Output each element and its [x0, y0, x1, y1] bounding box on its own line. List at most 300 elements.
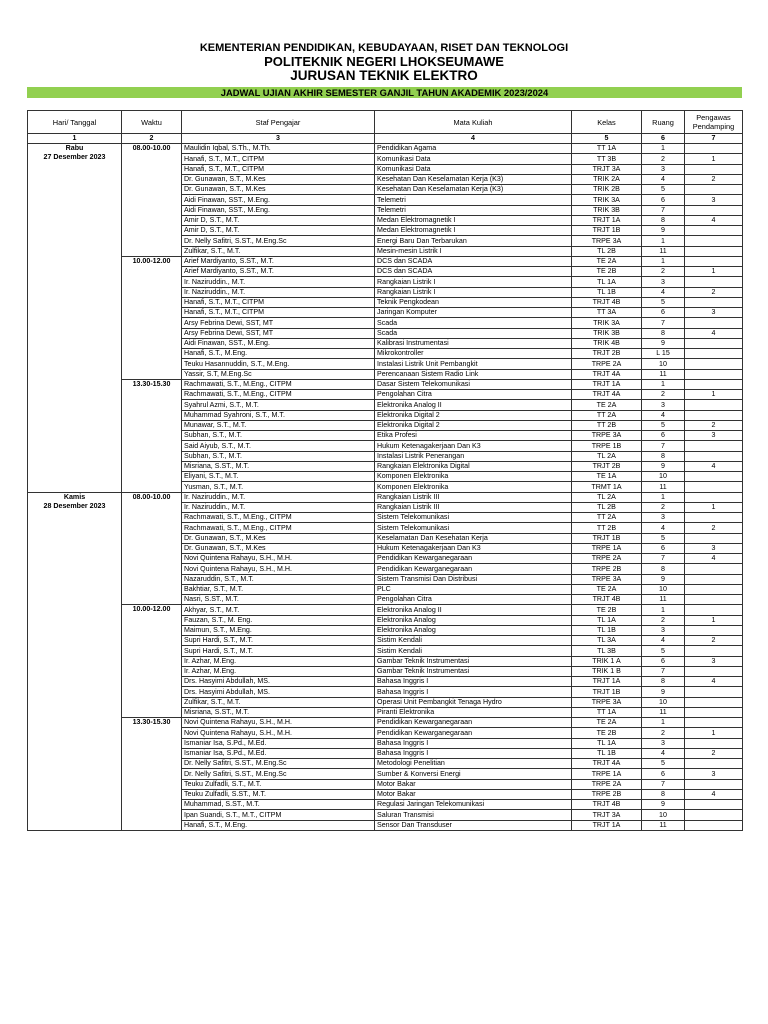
table-row	[28, 605, 743, 615]
supervisor-cell	[685, 625, 743, 635]
class-cell: TT 3A	[572, 308, 642, 318]
room-cell: 11	[642, 595, 685, 605]
supervisor-cell: 1	[685, 615, 743, 625]
course-cell: Pendidikan Kewarganegaraan	[375, 728, 572, 738]
lecturer-cell: Ismaniar Isa, S.Pd., M.Ed.	[182, 738, 375, 748]
supervisor-cell	[685, 379, 743, 389]
supervisor-cell: 3	[685, 656, 743, 666]
supervisor-cell	[685, 441, 743, 451]
supervisor-cell: 1	[685, 390, 743, 400]
course-cell: Sistem Transmisi Dan Distribusi	[375, 574, 572, 584]
class-cell: TRIK 4B	[572, 338, 642, 348]
room-cell: 7	[642, 554, 685, 564]
supervisor-cell	[685, 400, 743, 410]
room-cell: 6	[642, 543, 685, 553]
supervisor-cell: 4	[685, 328, 743, 338]
class-cell: TRJT 4B	[572, 595, 642, 605]
course-cell: Motor Bakar	[375, 779, 572, 789]
course-cell: Hukum Ketenagakerjaan Dan K3	[375, 543, 572, 553]
supervisor-cell	[685, 492, 743, 502]
course-cell: Etika Profesi	[375, 431, 572, 441]
room-cell: 11	[642, 820, 685, 830]
room-cell: 7	[642, 779, 685, 789]
lecturer-cell: Ir. Naziruddin., M.T.	[182, 287, 375, 297]
course-cell: Komunikasi Data	[375, 154, 572, 164]
supervisor-cell: 3	[685, 195, 743, 205]
course-cell: Gambar Teknik Instrumentasi	[375, 666, 572, 676]
supervisor-cell	[685, 318, 743, 328]
course-cell: Mesin-mesin Listrik I	[375, 246, 572, 256]
ministry-heading: KEMENTERIAN PENDIDIKAN, KEBUDAYAAN, RISET DAN TEKNOLOGI	[199, 42, 569, 54]
class-cell: TRJT 1A	[572, 677, 642, 687]
lecturer-cell: Amir D, S.T., M.T.	[182, 226, 375, 236]
course-cell: Pendidikan Kewarganegaraan	[375, 564, 572, 574]
course-cell: Sistem Telekomunikasi	[375, 523, 572, 533]
course-cell: Rangkaian Elektronika Digital	[375, 461, 572, 471]
lecturer-cell: Maulidin Iqbal, S.Th., M.Th.	[182, 144, 375, 154]
course-cell: Pendidikan Kewarganegaraan	[375, 554, 572, 564]
course-cell: Elektronika Digital 2	[375, 410, 572, 420]
lecturer-cell: Dr. Gunawan, S.T., M.Kes	[182, 533, 375, 543]
column-number-row	[28, 134, 743, 144]
course-cell: Instalasi Listrik Unit Pembangkit	[375, 359, 572, 369]
supervisor-cell	[685, 666, 743, 676]
lecturer-cell: Subhan, S.T., M.T.	[182, 431, 375, 441]
lecturer-cell: Hanafi, S.T., M.T., CITPM	[182, 154, 375, 164]
class-cell: TRJT 3A	[572, 810, 642, 820]
room-cell: 6	[642, 195, 685, 205]
room-cell: 5	[642, 533, 685, 543]
room-cell: 3	[642, 277, 685, 287]
col-header-room: Ruang	[642, 111, 685, 134]
col-header-day: Hari/ Tanggal	[28, 111, 122, 134]
course-cell: Elektronika Analog	[375, 625, 572, 635]
room-cell: 2	[642, 502, 685, 512]
lecturer-cell: Muhammad, S.ST., M.T.	[182, 800, 375, 810]
supervisor-cell: 4	[685, 677, 743, 687]
lecturer-cell: Bakhtiar, S.T., M.T.	[182, 584, 375, 594]
lecturer-cell: Supri Hardi, S.T., M.T.	[182, 636, 375, 646]
supervisor-cell	[685, 338, 743, 348]
room-cell: 3	[642, 164, 685, 174]
lecturer-cell: Dr. Gunawan, S.T., M.Kes	[182, 174, 375, 184]
room-cell: 7	[642, 666, 685, 676]
lecturer-cell: Arsy Febrina Dewi, SST, MT	[182, 318, 375, 328]
schedule-body	[28, 144, 743, 831]
supervisor-cell	[685, 410, 743, 420]
supervisor-cell	[685, 820, 743, 830]
lecturer-cell: Novi Quintena Rahayu, S.H., M.H.	[182, 718, 375, 728]
room-cell: 2	[642, 615, 685, 625]
course-cell: Bahasa Inggris I	[375, 748, 572, 758]
class-cell: TRJT 4A	[572, 369, 642, 379]
room-cell: 4	[642, 174, 685, 184]
course-cell: Saluran Transmisi	[375, 810, 572, 820]
day-cell	[28, 144, 122, 493]
room-cell: 4	[642, 410, 685, 420]
room-cell: 2	[642, 267, 685, 277]
room-cell: 2	[642, 728, 685, 738]
room-cell: 3	[642, 625, 685, 635]
room-cell: 1	[642, 492, 685, 502]
course-cell: DCS dan SCADA	[375, 256, 572, 266]
room-cell: 11	[642, 369, 685, 379]
course-cell: Sensor Dan Transduser	[375, 820, 572, 830]
lecturer-cell: Misriana, S.ST., M.T.	[182, 707, 375, 717]
lecturer-cell: Drs. Hasyimi Abdullah, MS.	[182, 677, 375, 687]
room-cell: 9	[642, 338, 685, 348]
lecturer-cell: Rachmawati, S.T., M.Eng., CITPM	[182, 390, 375, 400]
lecturer-cell: Ipan Suandi, S.T., M.T., CITPM	[182, 810, 375, 820]
room-cell: 7	[642, 318, 685, 328]
course-cell: Hukum Ketenagakerjaan Dan K3	[375, 441, 572, 451]
class-cell: TRIK 2A	[572, 174, 642, 184]
col-number: 7	[685, 134, 743, 144]
lecturer-cell: Supri Hardi, S.T., M.T.	[182, 646, 375, 656]
col-number: 1	[28, 134, 122, 144]
course-cell: Bahasa Inggris I	[375, 677, 572, 687]
class-cell: TRIK 3A	[572, 195, 642, 205]
lecturer-cell: Arief Mardiyanto, S.ST., M.T.	[182, 267, 375, 277]
course-cell: Energi Baru Dan Terbarukan	[375, 236, 572, 246]
supervisor-cell: 2	[685, 174, 743, 184]
supervisor-cell	[685, 236, 743, 246]
class-cell: TRPE 1A	[572, 769, 642, 779]
day-name: Kamis	[63, 492, 86, 501]
course-cell: Pendidikan Kewarganegaraan	[375, 718, 572, 728]
supervisor-cell: 2	[685, 748, 743, 758]
lecturer-cell: Yassir, S.T, M.Eng.Sc	[182, 369, 375, 379]
course-cell: PLC	[375, 584, 572, 594]
course-cell: Motor Bakar	[375, 789, 572, 799]
class-cell: TRPE 2A	[572, 779, 642, 789]
class-cell: TRJT 1A	[572, 379, 642, 389]
class-cell: TL 3A	[572, 636, 642, 646]
class-cell: TRJT 4A	[572, 390, 642, 400]
table-row	[28, 144, 743, 154]
lecturer-cell: Ir. Naziruddin., M.T.	[182, 277, 375, 287]
class-cell: TT 1A	[572, 707, 642, 717]
class-cell: TE 2B	[572, 267, 642, 277]
class-cell: TRJT 2B	[572, 349, 642, 359]
class-cell: TT 2B	[572, 420, 642, 430]
lecturer-cell: Dr. Nelly Safitri, S.ST., M.Eng.Sc	[182, 759, 375, 769]
lecturer-cell: Syahrul Azmi, S.T., M.T.	[182, 400, 375, 410]
room-cell: 6	[642, 769, 685, 779]
class-cell: TE 2B	[572, 728, 642, 738]
lecturer-cell: Zulfikar, S.T., M.T.	[182, 246, 375, 256]
class-cell: TRPE 2A	[572, 359, 642, 369]
class-cell: TRPE 1B	[572, 441, 642, 451]
col-header-lecturer: Staf Pengajar	[182, 111, 375, 134]
class-cell: TRPE 2A	[572, 554, 642, 564]
col-number: 2	[122, 134, 182, 144]
col-header-class: Kelas	[572, 111, 642, 134]
room-cell: 5	[642, 297, 685, 307]
room-cell: 5	[642, 759, 685, 769]
class-cell: TRPE 3A	[572, 236, 642, 246]
course-cell: Kesehatan Dan Keselamatan Kerja (K3)	[375, 174, 572, 184]
room-cell: 10	[642, 359, 685, 369]
lecturer-cell: Munawar, S.T., M.T.	[182, 420, 375, 430]
class-cell: TRJT 3A	[572, 164, 642, 174]
col-header-time: Waktu	[122, 111, 182, 134]
supervisor-cell	[685, 256, 743, 266]
course-cell: Scada	[375, 328, 572, 338]
course-cell: Bahasa Inggris I	[375, 687, 572, 697]
supervisor-cell: 2	[685, 636, 743, 646]
supervisor-cell: 3	[685, 543, 743, 553]
course-cell: Rangkaian Listrik III	[375, 492, 572, 502]
exam-schedule-table	[27, 110, 743, 831]
supervisor-cell	[685, 369, 743, 379]
lecturer-cell: Teuku Zulfadli, S.T., M.T.	[182, 779, 375, 789]
room-cell: 5	[642, 185, 685, 195]
class-cell: TT 2A	[572, 513, 642, 523]
class-cell: TL 3B	[572, 646, 642, 656]
supervisor-cell: 1	[685, 502, 743, 512]
lecturer-cell: Rachmawati, S.T., M.Eng., CITPM	[182, 523, 375, 533]
lecturer-cell: Hanafi, S.T., M.T., CITPM	[182, 308, 375, 318]
course-cell: Perencanaan Sistem Radio Link	[375, 369, 572, 379]
room-cell: 8	[642, 789, 685, 799]
supervisor-cell	[685, 164, 743, 174]
room-cell: 7	[642, 441, 685, 451]
supervisor-cell	[685, 574, 743, 584]
lecturer-cell: Eliyani, S.T., M.T.	[182, 472, 375, 482]
lecturer-cell: Novi Quintena Rahayu, S.H., M.H.	[182, 728, 375, 738]
class-cell: TRIK 3B	[572, 328, 642, 338]
class-cell: TE 2B	[572, 605, 642, 615]
course-cell: Elektronika Analog II	[375, 400, 572, 410]
supervisor-cell	[685, 605, 743, 615]
col-number: 5	[572, 134, 642, 144]
day-date: 27 Desember 2023	[43, 153, 106, 161]
course-cell: Komunikasi Data	[375, 164, 572, 174]
supervisor-cell: 4	[685, 215, 743, 225]
course-cell: Medan Elektromagnetik I	[375, 215, 572, 225]
supervisor-cell	[685, 277, 743, 287]
lecturer-cell: Dr. Nelly Safitri, S.ST., M.Eng.Sc	[182, 236, 375, 246]
room-cell: 10	[642, 697, 685, 707]
class-cell: TRJT 1B	[572, 533, 642, 543]
day-date: 28 Desember 2023	[43, 501, 106, 510]
supervisor-cell: 2	[685, 420, 743, 430]
supervisor-cell: 4	[685, 789, 743, 799]
room-cell: 10	[642, 584, 685, 594]
course-cell: Pengolahan Citra	[375, 595, 572, 605]
class-cell: TL 1B	[572, 287, 642, 297]
lecturer-cell: Maimun, S.T., M.Eng.	[182, 625, 375, 635]
supervisor-cell: 2	[685, 287, 743, 297]
supervisor-cell	[685, 451, 743, 461]
room-cell: 6	[642, 308, 685, 318]
table-row	[28, 256, 743, 266]
supervisor-cell	[685, 697, 743, 707]
time-cell: 10.00-12.00	[122, 256, 182, 379]
course-cell: Sumber & Konversi Energi	[375, 769, 572, 779]
room-cell: 4	[642, 523, 685, 533]
room-cell: 6	[642, 431, 685, 441]
lecturer-cell: Dr. Gunawan, S.T., M.Kes	[182, 185, 375, 195]
class-cell: TT 1A	[572, 144, 642, 154]
lecturer-cell: Nasri, S.ST., M.T.	[182, 595, 375, 605]
room-cell: 1	[642, 718, 685, 728]
table-row	[28, 379, 743, 389]
class-cell: TL 2A	[572, 492, 642, 502]
course-cell: Elektronika Analog	[375, 615, 572, 625]
course-cell: Komponen Elektronika	[375, 472, 572, 482]
lecturer-cell: Subhan, S.T., M.T.	[182, 451, 375, 461]
lecturer-cell: Hanafi, S.T., M.T., CITPM	[182, 164, 375, 174]
table-row	[28, 492, 743, 502]
course-cell: Kalibrasi Instrumentasi	[375, 338, 572, 348]
course-cell: Gambar Teknik Instrumentasi	[375, 656, 572, 666]
class-cell: TE 2A	[572, 400, 642, 410]
supervisor-cell	[685, 810, 743, 820]
supervisor-cell	[685, 472, 743, 482]
room-cell: 11	[642, 246, 685, 256]
class-cell: TRJT 1B	[572, 226, 642, 236]
course-cell: DCS dan SCADA	[375, 267, 572, 277]
course-cell: Rangkaian Listrik III	[375, 502, 572, 512]
room-cell: 8	[642, 215, 685, 225]
class-cell: TL 2A	[572, 451, 642, 461]
course-cell: Sistim Kendali	[375, 636, 572, 646]
supervisor-cell: 1	[685, 154, 743, 164]
course-cell: Kesehatan Dan Keselamatan Kerja (K3)	[375, 185, 572, 195]
room-cell: 2	[642, 154, 685, 164]
col-header-course: Mata Kuliah	[375, 111, 572, 134]
class-cell: TL 1B	[572, 748, 642, 758]
col-number: 6	[642, 134, 685, 144]
room-cell: 7	[642, 205, 685, 215]
lecturer-cell: Teuku Hasannuddin, S.T., M.Eng.	[182, 359, 375, 369]
room-cell: 10	[642, 472, 685, 482]
class-cell: TT 2B	[572, 523, 642, 533]
class-cell: TE 1A	[572, 472, 642, 482]
supervisor-cell	[685, 595, 743, 605]
class-cell: TRJT 1B	[572, 687, 642, 697]
lecturer-cell: Amir D, S.T., M.T.	[182, 215, 375, 225]
room-cell: 4	[642, 748, 685, 758]
lecturer-cell: Novi Quintena Rahayu, S.H., M.H.	[182, 564, 375, 574]
lecturer-cell: Misriana, S.ST., M.T.	[182, 461, 375, 471]
supervisor-cell	[685, 482, 743, 492]
lecturer-cell: Ir. Azhar, M.Eng.	[182, 656, 375, 666]
supervisor-cell: 3	[685, 769, 743, 779]
supervisor-cell: 3	[685, 308, 743, 318]
room-cell: 9	[642, 461, 685, 471]
course-cell: Teknik Pengkodean	[375, 297, 572, 307]
class-cell: TRJT 4A	[572, 759, 642, 769]
class-cell: TRPE 2B	[572, 789, 642, 799]
lecturer-cell: Rachmawati, S.T., M.Eng., CITPM	[182, 513, 375, 523]
lecturer-cell: Drs. Hasyimi Abdullah, MS.	[182, 687, 375, 697]
room-cell: 3	[642, 513, 685, 523]
course-cell: Metodologi Penelitian	[375, 759, 572, 769]
supervisor-cell	[685, 707, 743, 717]
course-cell: Dasar Sistem Telekomunikasi	[375, 379, 572, 389]
class-cell: TRIK 1 B	[572, 666, 642, 676]
room-cell: 3	[642, 400, 685, 410]
course-cell: Operasi Unit Pembangkit Tenaga Hydro	[375, 697, 572, 707]
supervisor-cell: 3	[685, 431, 743, 441]
supervisor-cell: 1	[685, 267, 743, 277]
room-cell: 1	[642, 256, 685, 266]
class-cell: TE 2A	[572, 584, 642, 594]
class-cell: TRJT 2B	[572, 461, 642, 471]
supervisor-cell	[685, 759, 743, 769]
course-cell: Piranti Elektronika	[375, 707, 572, 717]
room-cell: 8	[642, 564, 685, 574]
lecturer-cell: Rachmawati, S.T., M.Eng., CITPM	[182, 379, 375, 389]
course-cell: Komponen Elektronika	[375, 482, 572, 492]
course-cell: Instalasi Listrik Penerangan	[375, 451, 572, 461]
supervisor-cell	[685, 718, 743, 728]
supervisor-cell	[685, 779, 743, 789]
lecturer-cell: Zulfikar, S.T., M.T.	[182, 697, 375, 707]
room-cell: 1	[642, 236, 685, 246]
class-cell: TL 1A	[572, 615, 642, 625]
table-header	[28, 111, 743, 144]
day-cell	[28, 492, 122, 830]
course-cell: Mikrokontroller	[375, 349, 572, 359]
room-cell: 2	[642, 390, 685, 400]
course-cell: Pengolahan Citra	[375, 390, 572, 400]
course-cell: Keselamatan Dan Kesehatan Kerja	[375, 533, 572, 543]
lecturer-cell: Nazaruddin, S.T., M.T.	[182, 574, 375, 584]
lecturer-cell: Ismaniar Isa, S.Pd., M.Ed.	[182, 748, 375, 758]
class-cell: TRJT 4B	[572, 800, 642, 810]
class-cell: TL 2B	[572, 246, 642, 256]
lecturer-cell: Aidi Finawan, SST., M.Eng.	[182, 338, 375, 348]
class-cell: TRPE 3A	[572, 431, 642, 441]
class-cell: TRJT 1A	[572, 820, 642, 830]
department-heading: JURUSAN TEKNIK ELEKTRO	[290, 68, 478, 83]
time-cell: 08.00-10.00	[122, 492, 182, 605]
supervisor-cell	[685, 687, 743, 697]
supervisor-cell	[685, 226, 743, 236]
schedule-title-banner: JADWAL UJIAN AKHIR SEMESTER GANJIL TAHUN AKADEMIK 2023/2024	[27, 87, 742, 98]
room-cell: 8	[642, 677, 685, 687]
col-number: 3	[182, 134, 375, 144]
supervisor-cell	[685, 646, 743, 656]
room-cell: 9	[642, 800, 685, 810]
course-cell: Jaringan Komputer	[375, 308, 572, 318]
course-cell: Elektronika Analog II	[375, 605, 572, 615]
course-cell: Medan Elektromagnetik I	[375, 226, 572, 236]
supervisor-cell	[685, 185, 743, 195]
lecturer-cell: Muhammad Syahroni, S.T., M.T.	[182, 410, 375, 420]
class-cell: TRJT 1A	[572, 215, 642, 225]
supervisor-cell	[685, 349, 743, 359]
course-cell: Regulasi Jaringan Telekomunikasi	[375, 800, 572, 810]
col-header-supervisor: Pengawas Pendamping	[685, 111, 743, 134]
supervisor-cell	[685, 297, 743, 307]
course-cell: Telemetri	[375, 195, 572, 205]
room-cell: L 15	[642, 349, 685, 359]
lecturer-cell: Yusman, S.T., M.T.	[182, 482, 375, 492]
lecturer-cell: Arief Mardiyanto, S.ST., M.T.	[182, 256, 375, 266]
class-cell: TRIK 3A	[572, 318, 642, 328]
class-cell: TRIK 2B	[572, 185, 642, 195]
lecturer-cell: Aidi Finawan, SST., M.Eng.	[182, 205, 375, 215]
lecturer-cell: Akhyar, S.T., M.T.	[182, 605, 375, 615]
supervisor-cell	[685, 246, 743, 256]
column-header-row	[28, 111, 743, 134]
lecturer-cell: Hanafi, S.T., M.T., CITPM	[182, 297, 375, 307]
